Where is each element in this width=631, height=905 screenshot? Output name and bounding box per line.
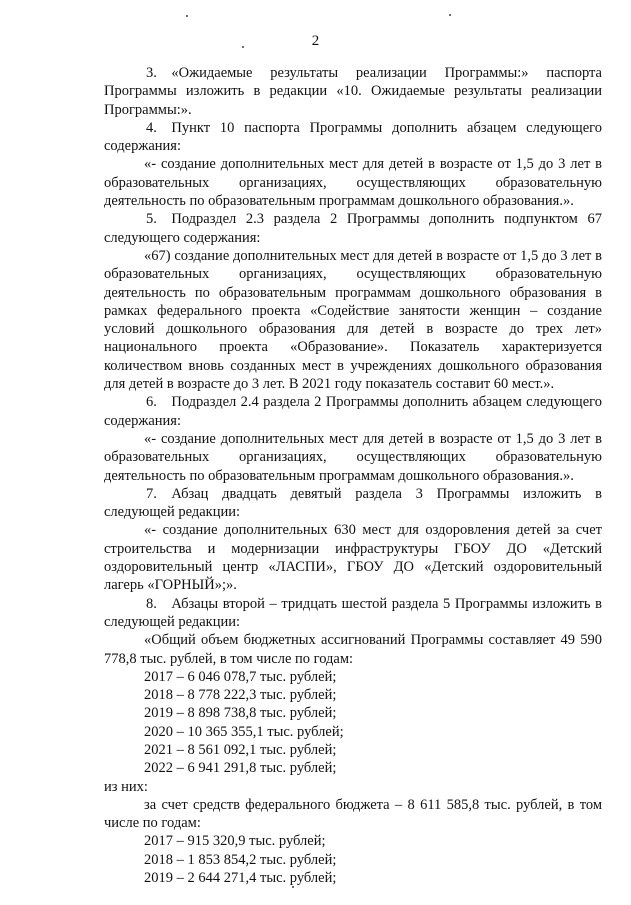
year-amount-line: 2018 – 8 778 222,3 тыс. рублей;: [144, 687, 337, 704]
year-amount-line: 2019 – 2 644 271,4 тыс. рублей;: [144, 870, 337, 887]
page-number: 2: [311, 33, 320, 49]
year-amount-line: 2019 – 8 898 738,8 тыс. рублей;: [144, 705, 337, 722]
quoted-amendment: «- создание дополнительных мест для детей в возрасте от 1,5 до 3 лет в образовательных организациях, осуществляющих образовательную деятельность по образовательным программам дошкольного образования.».: [104, 430, 602, 484]
year-amount-line: 2020 – 10 365 355,1 тыс. рублей;: [144, 723, 344, 740]
year-amount-line: 2017 – 915 320,9 тыс. рублей;: [144, 833, 326, 850]
paragraph-item-6: 6. Подраздел 2.4 раздела 2 Программы дополнить абзацем следующего содержания:: [104, 394, 602, 429]
paragraph-item-5: 5. Подраздел 2.3 раздела 2 Программы дополнить подпунктом 67 следующего содержания:: [104, 211, 602, 246]
quoted-amendment: «- создание дополнительных 630 мест для оздоровления детей за счет строительства и модернизации инфраструктуры ГБОУ ДО «Детский оздоровительный центр «ЛАСПИ», ГБОУ ДО «Детский оздоровительный лагерь «ГОРНЫЙ»;».: [104, 522, 602, 594]
scan-speck: [449, 14, 451, 16]
paragraph-item-7: 7. Абзац двадцать девятый раздела 3 Программы изложить в следующей редакции:: [104, 485, 602, 521]
scan-speck: [186, 15, 188, 17]
year-amount-line: 2018 – 1 853 854,2 тыс. рублей;: [144, 851, 337, 868]
document-body: [104, 64, 602, 887]
quoted-amendment: «Общий объем бюджетных ассигнований Программы составляет 49 590 778,8 тыс. рублей, в том числе по годам:: [104, 632, 602, 667]
quoted-amendment: «- создание дополнительных мест для детей в возрасте от 1,5 до 3 лет в образовательных организациях, осуществляющих образовательную деятельность по образовательным программам дошкольного образования.».: [104, 156, 602, 210]
paragraph-item-8: 8. Абзацы второй – тридцать шестой раздела 5 Программы изложить в следующей редакции:: [104, 595, 602, 630]
year-amount-line: 2021 – 8 561 092,1 тыс. рублей;: [144, 741, 337, 758]
year-amount-line: 2022 – 6 941 291,8 тыс. рублей;: [144, 760, 337, 777]
paragraph-item-4: 4. Пункт 10 паспорта Программы дополнить абзацем следующего содержания:: [104, 119, 602, 155]
quoted-amendment: «67) создание дополнительных мест для детей в возрасте от 1,5 до 3 лет в образовательных организациях, осуществляющих образовательную деятельность по образовательным программам дошкольного образования в рамках федерального проекта «Содействие занятости женщин – создание условий дошкольного образования для детей в возрасте до трех лет» национального проекта «Образование». Показатель характеризуется количеством вновь созданных мест в учреждениях дошкольного образования для детей в возрасте до 3 лет. В 2021 году показатель составит 60 мест.».: [104, 247, 602, 393]
iz-nih-label: из них:: [104, 778, 148, 795]
year-amount-line: 2017 – 6 046 078,7 тыс. рублей;: [144, 668, 337, 685]
federal-budget-text: за счет средств федерального бюджета – 8 611 585,8 тыс. рублей, в том числе по годам:: [104, 796, 602, 832]
paragraph-item-3: 3. «Ожидаемые результаты реализации Программы:» паспорта Программы изложить в редакции «10. Ожидаемые результаты реализации Программы:».: [104, 65, 602, 118]
